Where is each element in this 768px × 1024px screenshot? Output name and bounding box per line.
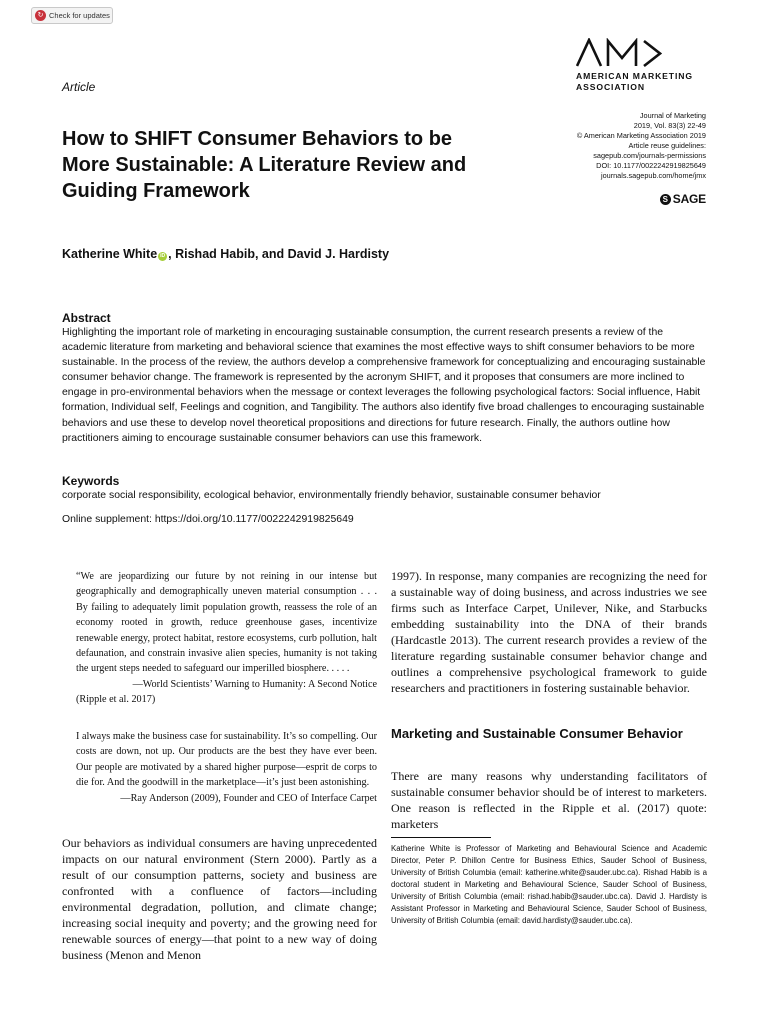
abstract-heading: Abstract: [62, 311, 111, 325]
epigraph-1-text: “We are jeopardizing our future by not reining in our intense but geographically and demographically uneven material consumption . . . By failing to adequately limit population growth, reassess the role of an economy rooted in growth, reduce greenhouse gases, incentivize renewable energy, protect habitat, restore ecosystems, curb pollution, halt defaunation, and constrain invasive alien species, humanity is not taking the urgent steps needed to safeguard our imperilled biosphere. . . . .: [76, 571, 377, 675]
epigraph-2-attribution: —Ray Anderson (2009), Founder and CEO of Interface Carpet: [120, 792, 377, 804]
keywords-text: corporate social responsibility, ecological behavior, environmentally friendly behavior, sustainable consumer behavior: [62, 490, 601, 501]
body-column-left: [62, 835, 377, 963]
journal-volume: 2019, Vol. 83(3) 22-49: [633, 121, 706, 130]
section-body: [391, 768, 707, 832]
epigraph-2: [76, 729, 377, 806]
keywords-heading: Keywords: [62, 474, 120, 488]
author-rest: , Rishad Habib, and David J. Hardisty: [168, 247, 390, 261]
article-type-label: Article: [62, 80, 96, 94]
sage-label: SAGE: [672, 192, 706, 206]
ama-logo-mark: [576, 38, 662, 68]
sage-logo: [660, 192, 706, 206]
author-first: Katherine White: [62, 247, 158, 261]
body-paragraph-intro: Our behaviors as individual consumers are having unprecedented impacts on our natural environment (Stern 2000). Partly as a result of our consumption patterns, society and business are confronted with a confluence of factors—including environmental degradation, pollution, and climate change; increasing social inequity and poverty; and the growing need for renewable sources of energy—that point to a new way of doing business (Menon and Menon: [62, 836, 377, 962]
refresh-icon: ↻: [35, 10, 46, 21]
sage-icon: S: [660, 194, 671, 205]
section-heading: Marketing and Sustainable Consumer Behavior: [391, 726, 683, 741]
reuse-guidelines-label: Article reuse guidelines:: [628, 141, 706, 150]
journal-home-link[interactable]: journals.sagepub.com/home/jmx: [600, 171, 706, 180]
ama-logo: [576, 38, 710, 93]
section-paragraph: There are many reasons why understanding facilitators of sustainable consumer behavior should be of interest to marketers. One reason is reflected in the Ripple et al. (2017) quote: marketers: [391, 769, 707, 831]
journal-info: [577, 111, 706, 181]
epigraph-1-attribution: —World Scientists’ Warning to Humanity: A Second Notice: [132, 678, 377, 690]
epigraph-1-citation: (Ripple et al. 2017): [76, 694, 156, 706]
ama-logo-text-1: AMERICAN MARKETING: [576, 71, 693, 81]
check-for-updates-label: Check for updates: [49, 11, 110, 20]
doi-text[interactable]: DOI: 10.1177/0022242919825649: [596, 161, 706, 170]
journal-name: Journal of Marketing: [639, 111, 706, 120]
epigraph-1: [76, 569, 377, 708]
body-column-right: [391, 568, 707, 696]
author-affiliations-footnote: Katherine White is Professor of Marketing and Behavioural Science and Academic Director, Peter P. Dhillon Centre for Business Ethics, Sauder School of Business, University of British Columbia (email: katherine.white@sauder.ubc.ca). Rishad Habib is a doctoral student in Marketing and Behavioural Science, Sauder School of Business, University of British Columbia (email: rishad.habib@sauder.ubc.ca). David J. Hardisty is Assistant Professor in Marketing and Behavioural Science, Sauder School of Business, University of British Columbia (email: david.hardisty@sauder.ubc.ca).: [391, 844, 707, 925]
ama-logo-text-2: ASSOCIATION: [576, 82, 645, 92]
article-title: How to SHIFT Consumer Behaviors to be More Sustainable: A Literature Review and Guiding Framework: [62, 128, 467, 202]
footnote-divider: [391, 837, 491, 838]
check-for-updates-button[interactable]: [31, 7, 113, 24]
journal-copyright: © American Marketing Association 2019: [576, 131, 706, 140]
orcid-icon[interactable]: iD: [160, 253, 166, 259]
author-list: [62, 247, 389, 261]
abstract-text: Highlighting the important role of marketing in encouraging sustainable consumption, the current research presents a review of the academic literature from marketing and behavioral science that examines the most effective ways to shift consumer behaviors to be more sustainable. In the process of the review, the authors develop a comprehensive framework for conceptualizing and encouraging sustainable consumer behavior change. The framework is represented by the acronym SHIFT, and it proposes that consumers are more inclined to engage in pro-environmental behaviors when the message or context leverages the following psychological factors: Social influence, Habit formation, Individual self, Feelings and cognition, and Tangibility. The authors also identify five broad challenges to encouraging sustainable behaviors and use these to develop novel theoretical propositions and directions for future research. Finally, the authors outline how practitioners aiming to encourage sustainable consumer behaviors can use this framework.: [62, 327, 706, 444]
permissions-link[interactable]: sagepub.com/journals-permissions: [593, 151, 706, 160]
epigraph-2-text: I always make the business case for sustainability. It’s so compelling. Our costs are down, not up. Our products are the best they have ever been. Our people are motivated by a shared higher purpose—esprit de corps to die for. And the goodwill in the marketplace—it’s just been astonishing.: [76, 731, 377, 789]
online-supplement-link[interactable]: Online supplement: https://doi.org/10.1177/0022242919825649: [62, 514, 354, 525]
body-paragraph-continued: 1997). In response, many companies are recognizing the need for a sustainable way of doing business, and across industries we see firms such as Interface Carpet, Unilever, Nike, and Starbucks embedding sustainability into the DNA of their brands (Hardcastle 2013). The current research provides a review of the literature regarding sustainable consumer behavior change and outlines a comprehensive psychological framework to guide researchers and practitioners in fostering sustainable behavior.: [391, 569, 707, 695]
